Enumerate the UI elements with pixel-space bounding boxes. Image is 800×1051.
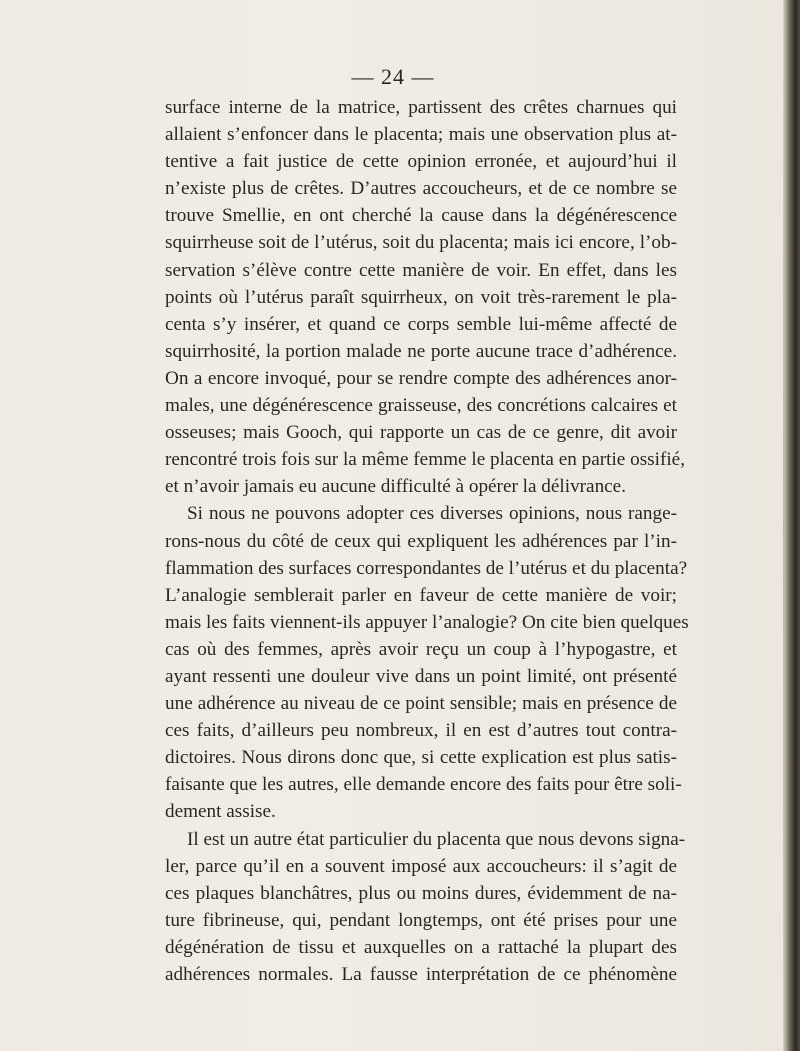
text-line: rencontré trois fois sur la même femme le placenta en partie ossifié,: [165, 449, 685, 471]
text-line: adhérences normales. La fausse interprétation de ce phénomène: [165, 964, 677, 985]
text-line: squirrhosité, la portion malade ne porte aucune trace d’adhérence.: [165, 340, 677, 362]
text-line: ces plaques blanchâtres, plus ou moins dures, évidemment de na-: [165, 882, 677, 904]
text-line: et n’avoir jamais eu aucune difficulté à opérer la délivrance.: [165, 476, 626, 498]
text-line: osseuses; mais Gooch, qui rapporte un cas de ce genre, dit avoir: [165, 422, 677, 444]
text-line: cas où des femmes, après avoir reçu un coup à l’hypogastre, et: [165, 638, 677, 660]
body-text: [165, 94, 689, 988]
text-line: L’analogie semblerait parler en faveur de cette manière de voir;: [165, 584, 677, 606]
text-line: une adhérence au niveau de ce point sensible; mais en présence de: [165, 693, 677, 715]
text-line: flammation des surfaces correspondantes de l’utérus et du placenta?: [165, 557, 688, 579]
text-line: ces faits, d’ailleurs peu nombreux, il en est d’autres tout contra-: [165, 720, 677, 742]
text-line: centa s’y insérer, et quand ce corps semble lui-même affecté de: [165, 313, 677, 335]
text-line: dégénération de tissu et auxquelles on a rattaché la plupart des: [165, 936, 677, 958]
text-line: n’existe plus de crêtes. D’autres accoucheurs, et de ce nombre se: [165, 178, 677, 200]
text-line: mais les faits viennent-ils appuyer l’analogie? On cite bien quelques: [165, 611, 689, 633]
text-line: trouve Smellie, en ont cherché la cause dans la dégénérescence: [165, 205, 677, 227]
text-line: rons-nous du côté de ceux qui expliquent les adhérences par l’in-: [165, 530, 677, 552]
text-line: tentive a fait justice de cette opinion erronée, et aujourd’hui il: [165, 151, 677, 173]
text-line: ture fibrineuse, qui, pendant longtemps, ont été prises pour une: [165, 909, 677, 931]
text-line: ayant ressenti une douleur vive dans un point limité, ont présenté: [165, 665, 677, 687]
text-line: servation s’élève contre cette manière de voir. En effet, dans les: [165, 259, 677, 281]
text-line: Si nous ne pouvons adopter ces diverses opinions, nous range-: [187, 503, 677, 525]
text-line: faisante que les autres, elle demande encore des faits pour être soli-: [165, 774, 682, 796]
text-line: dement assise.: [165, 801, 276, 823]
page-number: — 24 —: [351, 64, 435, 89]
text-line: dictoires. Nous dirons donc que, si cette explication est plus satis-: [165, 747, 677, 769]
text-line: males, une dégénérescence graisseuse, des concrétions calcaires et: [165, 395, 677, 417]
text-line: points où l’utérus paraît squirrheux, on voit très-rarement le pla-: [165, 286, 677, 308]
text-line: allaient s’enfoncer dans le placenta; mais une observation plus at-: [165, 124, 677, 146]
text-line: On a encore invoqué, pour se rendre compte des adhérences anor-: [165, 367, 677, 389]
text-line: Il est un autre état particulier du placenta que nous devons signa-: [187, 828, 686, 850]
book-spine-shadow: [784, 0, 800, 1051]
text-line: surface interne de la matrice, partissent des crêtes charnues qui: [165, 97, 677, 118]
text-line: ler, parce qu’il en a souvent imposé aux accoucheurs: il s’agit de: [165, 855, 677, 877]
text-line: squirrheuse soit de l’utérus, soit du placenta; mais ici encore, l’ob-: [165, 232, 677, 254]
